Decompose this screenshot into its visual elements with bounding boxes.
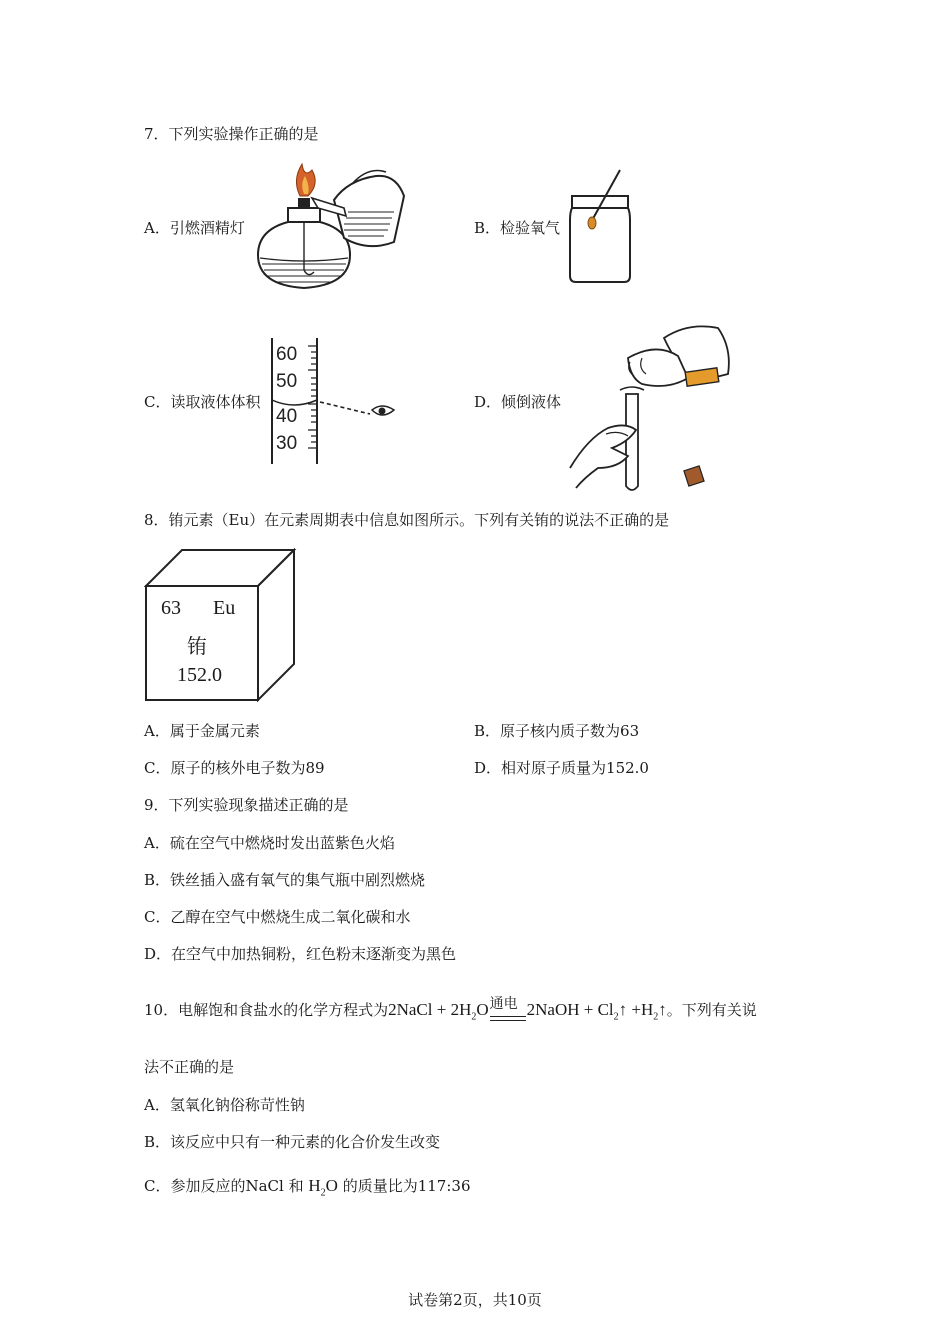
cylinder-mark-40: 40: [276, 406, 298, 427]
cylinder-mark-60: 60: [276, 344, 298, 365]
q7-option-d: D．倾倒液体: [474, 393, 562, 411]
element-atomic-number: 63: [161, 597, 181, 619]
reaction-condition: 通电: [489, 1007, 527, 1027]
q7-option-b: B．检验氧气: [474, 219, 561, 237]
element-atomic-mass: 152.0: [177, 664, 222, 686]
q7-option-c: C．读取液体体积: [144, 393, 261, 411]
q10-option-b: B．该反应中只有一种元素的化合价发生改变: [144, 1133, 441, 1151]
equation-products: 2NaOH + $Cl_2↑$ $+H_2↑$: [526, 1000, 667, 1023]
equation-reactants: 2NaCl + $2H_2O$: [388, 1000, 489, 1023]
q8-stem: 8．铕元素（Eu）在元素周期表中信息如图所示。下列有关铕的说法不正确的是: [144, 511, 670, 529]
q7-option-a: A．引燃酒精灯: [144, 219, 245, 237]
q10-option-c-prefix: C．参加反应的: [144, 1177, 246, 1195]
alcohol-lamp-figure: [248, 160, 408, 295]
q9-option-a: A．硫在空气中燃烧时发出蓝紫色火焰: [144, 834, 395, 852]
q9-stem: 9．下列实验现象描述正确的是: [144, 796, 349, 814]
graduated-cylinder-figure: [262, 338, 402, 466]
gas-bottle-figure: [562, 168, 642, 286]
q10-option-c-and: 和: [283, 1177, 309, 1195]
cylinder-mark-50: 50: [276, 371, 298, 392]
q8-option-b: B．原子核内质子数为63: [474, 722, 640, 740]
q9-option-d: D．在空气中加热铜粉，红色粉末逐渐变为黑色: [144, 945, 457, 963]
q8-option-c: C．原子的核外电子数为89: [144, 759, 325, 777]
element-symbol: Eu: [213, 597, 236, 619]
cylinder-mark-30: 30: [276, 433, 298, 454]
pouring-liquid-figure: [568, 318, 738, 496]
q10-option-c: [144, 1176, 471, 1203]
q7-stem: 7．下列实验操作正确的是: [144, 125, 319, 143]
q8-option-d: D．相对原子质量为152.0: [474, 759, 649, 777]
q10-option-a: A．氢氧化钠俗称苛性钠: [144, 1096, 305, 1114]
q10-stem-line2: 法不正确的是: [144, 1058, 235, 1076]
q9-option-c: C．乙醇在空气中燃烧生成二氧化碳和水: [144, 908, 411, 926]
q10-option-c-nacl: NaCl: [245, 1177, 284, 1195]
q10-stem-suffix: 。下列有关说: [666, 1001, 757, 1019]
element-name: 铕: [187, 634, 207, 658]
q10-option-c-suffix: 的质量比为: [337, 1177, 418, 1195]
q10-stem-prefix: 10．电解饱和食盐水的化学方程式为: [144, 1001, 389, 1019]
water-formula: $H_2O$: [308, 1176, 338, 1199]
q8-option-a: A．属于金属元素: [144, 722, 260, 740]
q10-stem: [144, 996, 757, 1027]
q10-option-c-ratio: 117:36: [417, 1177, 471, 1195]
q9-option-b: B．铁丝插入盛有氧气的集气瓶中剧烈燃烧: [144, 871, 426, 889]
page-footer: 试卷第2页，共10页: [408, 1291, 542, 1309]
